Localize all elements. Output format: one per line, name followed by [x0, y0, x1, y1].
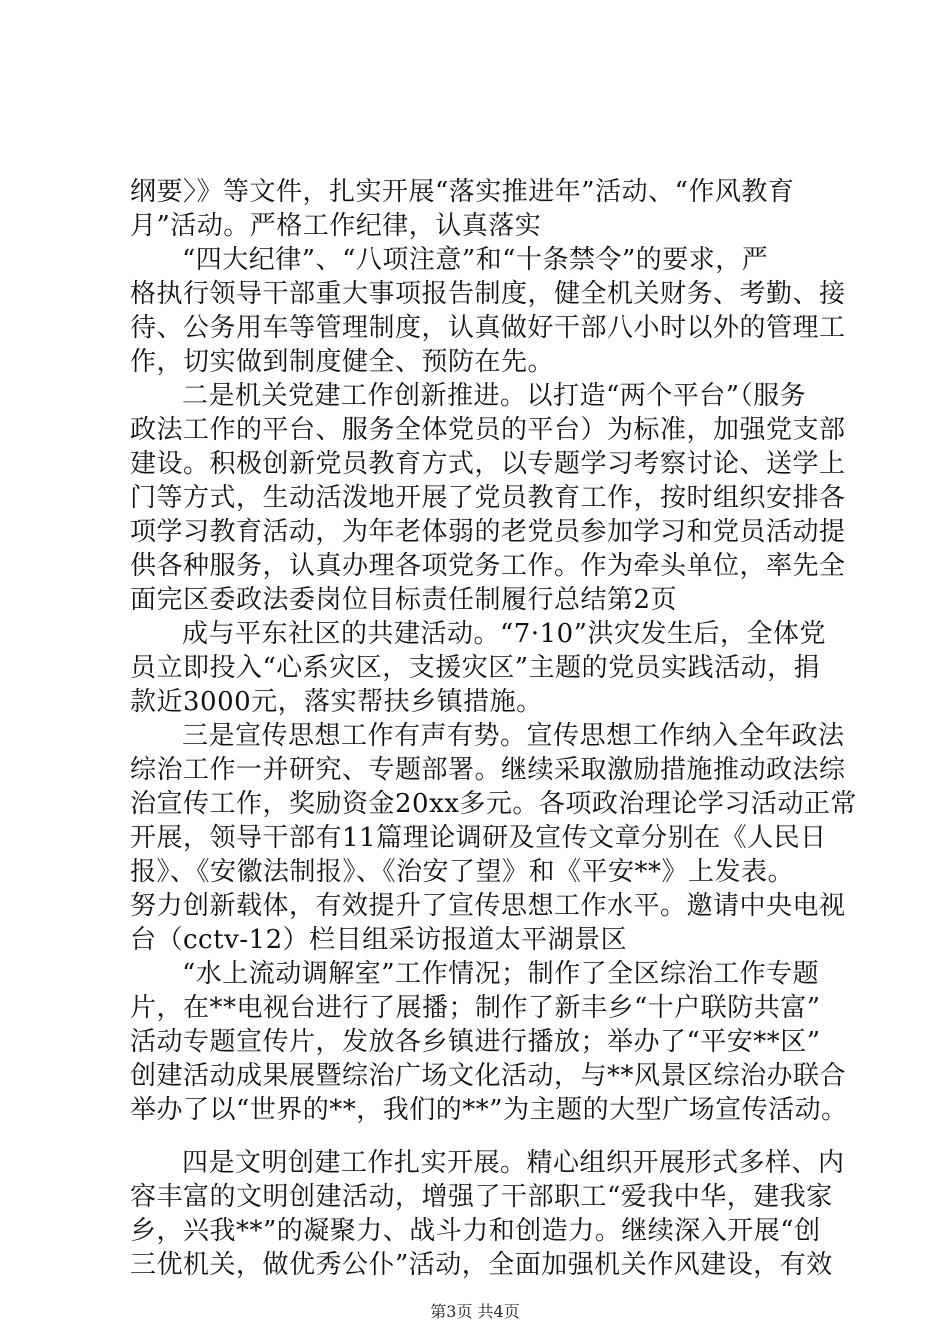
text-line: 待、公务用车等管理制度，认真做好干部八小时以外的管理工	[130, 313, 846, 343]
text-line: 创建活动成果展暨综治广场文化活动，与**风景区综治办联合	[130, 1061, 847, 1091]
text-line: 台（cctv-12）栏目组采访报道太平湖景区	[130, 925, 628, 955]
page-number-footer: 第3页 共4页	[430, 1302, 520, 1321]
text-line: 努力创新载体，有效提升了宣传思想工作水平。邀请中央电视	[130, 891, 846, 921]
text-line: 乡，兴我**”的凝聚力、战斗力和创造力。继续深入开展“创	[130, 1216, 821, 1246]
text-line: 项学习教育活动，为年老体弱的老党员参加学习和党员活动提	[130, 517, 846, 547]
text-line: 供各种服务，认真办理各项党务工作。作为牵头单位，率先全	[130, 551, 846, 581]
text-line: 片，在**电视台进行了展播；制作了新丰乡“十户联防共富”	[130, 993, 821, 1023]
text-line: 综治工作一并研究、专题部署。继续采取激励措施推动政法综	[130, 755, 846, 785]
text-line: 纲要〉》等文件，扎实开展“落实推进年”活动、“作风教育	[130, 177, 795, 207]
text-line: “水上流动调解室”工作情况；制作了全区综治工作专题	[182, 959, 820, 989]
text-line: 报》、《安徽法制报》、《治安了望》和《平安**》上发表。	[130, 857, 795, 887]
text-line: 款近3000元，落实帮扶乡镇措施。	[130, 687, 543, 717]
text-line: 建设。积极创新党员教育方式，以专题学习考察讨论、送学上	[130, 449, 846, 479]
text-line: 治宣传工作，奖励资金20xx多元。各项政治理论学习活动正常	[130, 789, 857, 819]
text-line: 四是文明创建工作扎实开展。精心组织开展形式多样、内	[182, 1148, 845, 1178]
text-line: “四大纪律”、“八项注意”和“十条禁令”的要求，严	[182, 245, 769, 275]
text-line: 门等方式，生动活泼地开展了党员教育工作，按时组织安排各	[130, 483, 846, 513]
text-line: 三优机关，做优秀公仆”活动，全面加强机关作风建设，有效	[130, 1250, 833, 1280]
text-line: 面完区委政法委岗位目标责任制履行总结第2页	[130, 585, 678, 615]
text-line: 政法工作的平台、服务全体党员的平台）为标准，加强党支部	[130, 415, 846, 445]
text-line: 开展，领导干部有11篇理论调研及宣传文章分别在《人民日	[130, 823, 827, 853]
text-line: 举办了以“世界的**，我们的**”为主题的大型广场宣传活动。	[130, 1095, 848, 1125]
text-line: 成与平东社区的共建活动。“7·10”洪灾发生后，全体党	[182, 619, 826, 649]
text-line: 作，切实做到制度健全、预防在先。	[130, 347, 555, 377]
text-line: 格执行领导干部重大事项报告制度，健全机关财务、考勤、接	[130, 279, 846, 309]
text-line: 月”活动。严格工作纪律，认真落实	[130, 211, 542, 241]
text-line: 二是机关党建工作创新推进。以打造“两个平台”（服务	[182, 381, 807, 411]
text-line: 容丰富的文明创建活动，增强了干部职工“爱我中华，建我家	[130, 1182, 833, 1212]
text-line: 三是宣传思想工作有声有势。宣传思想工作纳入全年政法	[182, 721, 845, 751]
text-line: 员立即投入“心系灾区，支援灾区”主题的党员实践活动，捐	[130, 653, 821, 683]
text-line: 活动专题宣传片，发放各乡镇进行播放；举办了“平安**区”	[130, 1027, 821, 1057]
